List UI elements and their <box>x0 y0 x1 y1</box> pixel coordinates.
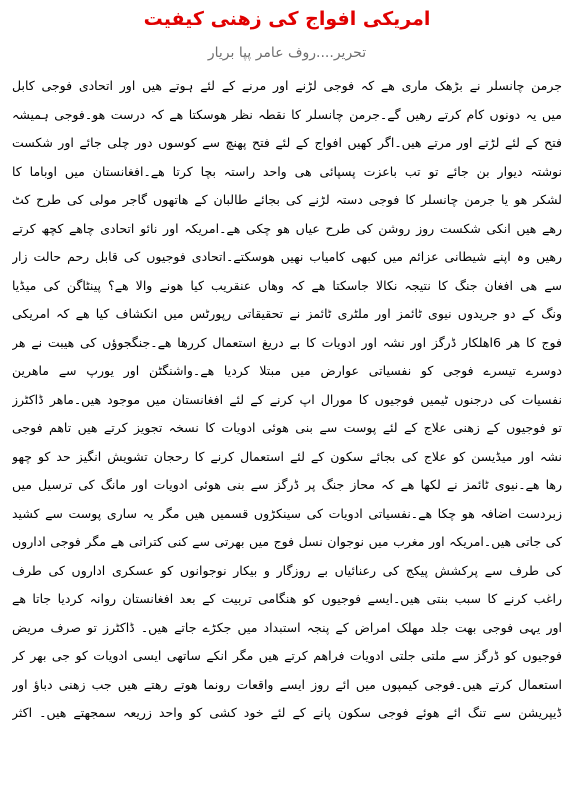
article-line: فوجیوں کو ڈرگز سے ملتی جلتی ادویات فراھم کرتے ھیں مگر انکے ساتھی ایسی ادویات کو جی بھر کر <box>12 648 562 663</box>
article-body <box>12 72 562 798</box>
article-line: نوشتہ دیوار بن جائے تو تب باعزت پسپائی ھی واحد راستہ بچا کرتا ھے۔افغانستان میں اوباما کا <box>12 163 562 179</box>
article-line: نشہ اور میڈیسن کو علاج کی بجائے سکون کے لئے استعمال کرنے کا رحجان تشویش انگیز حد کو چھو <box>12 448 562 464</box>
article-line: جرمن چانسلر نے بڑھک ماری ھے کہ فوجی لڑنے اور مرنے کے لئے ہوتے ھیں اور اتحادی فوجی کابل <box>12 78 562 93</box>
article-line: کی طرف سے پرکشش پیکج کی رعنائیاں بے روزگار و بیکار نوجوانوں کو عسکری اداروں کی طرف <box>12 562 562 578</box>
article-line: راغب کرنے کا سبب بنتی ھیں۔ایسے فوجیوں کو ھنگامی تربیت کے بعد افغانستان روانہ کردیا جاتا ھے <box>12 591 562 606</box>
article-line: میں یہ دونوں کام کرتے رھیں گے۔جرمن چانسلر کا نقطہ نظر ھوسکتا ھے کہ درست ھو۔فوجی ہمیشہ <box>12 106 562 122</box>
article-line: سے ھی افغان جنگ کا نتیجہ نکالا جاسکتا ھے کہ وھاں عنقریب کیا ھونے والا ھے؟ پینٹاگن کی میڈیا <box>12 277 562 293</box>
article-line: رھے ھیں انکی شکست روز روشن کی طرح عیاں ھو چکی ھے۔امریکہ اور نائو اتحادی چاھے کچھ کرتے <box>12 220 562 236</box>
article-line: کی جاتی ھیں۔امریکہ اور مغرب میں نوجوان نسل فوج میں بھرتی سے کنی کتراتی ھے مگر فوجی اداروں <box>12 534 562 549</box>
article-title: امریکی افواج کی زھنی کیفیت <box>143 8 431 30</box>
article-line: استعمال کرتے ھیں۔فوجی کیمپوں میں ائے روز ایسے واقعات رونما ھوتے رھتے ھیں جب زھنی دباؤ اور <box>12 676 562 692</box>
article-byline: تحریر....روف عامر پپا بریار <box>207 45 367 61</box>
article-line: فوج کا ھر 6اھلکار ڈرگز اور نشہ اور ادویات کا بے دریغ استعمال کررھا ھے۔جنگجوؤں کی ھیبت نے ھر <box>12 334 562 350</box>
article-line: تو فوجیوں کے زھنی علاج کے لئے پوست سے بنی ھوئی ادویات کا نسخہ تجویز کرتے ھیں تاھم فوجی <box>12 420 562 435</box>
article-line: اور یہی فوجی بھت جلد مھلک امراض کے پنجہ استبداد میں جکڑے جاتے ھیں۔ ڈاکٹرز تو صرف مریض <box>12 619 562 635</box>
article-line: نفسیات کی درجنوں ٹیمیں فوجیوں کا مورال اپ کرنے کے لئے افغانستان میں موجود ھیں۔ماھر ڈاکٹرز <box>12 391 562 407</box>
article-line: فتح کے لئے لڑتے اور مرتے ھیں۔اگر کھیں افواج کے لئے فتح پھنچ سے کوسوں دور چلی جائے اور شکست <box>12 135 562 150</box>
article-line: لشکر ھو یا جرمن چانسلر کا فوجی دستہ لڑنے کی بجائے طالبان کے ھاتھوں گاجر مولی کی طرح کٹ <box>12 192 562 207</box>
article-line: زبردست اضافہ ھو چکا ھے۔نفسیاتی ادویات کی سینکڑوں قسمیں ھیں مگر یہ ساری پوست سے کشید <box>12 505 562 521</box>
article-line: ڈیپریشن سے تنگ ائے ھوئے فوجی سکون پانے کے لئے خود کشی کو واحد زریعہ سمجھتے ھیں۔ اکثر <box>12 705 562 720</box>
article-line: رھیں وہ اپنے شیطانی عزائم میں کبھی کامیاب نھیں ھوسکتے۔اتحادی فوجیوں کی قابل رحم حالت زار <box>12 249 562 264</box>
article-line: دوسرے تیسرے فوجی کو نفسیاتی عوارض میں مبتلا کردیا ھے۔واشنگٹن اور یورپ سے ماھرین <box>12 363 562 378</box>
article-line: ونگ کے دو جریدوں نیوی ٹائمز اور ملٹری ٹائمز نے تحقیقاتی رپورٹس میں انکشاف کیا ھے کہ امریکی <box>12 306 562 321</box>
article-line: رھا ھے۔نیوی ٹائمز نے لکھا ھے کہ محاز جنگ پر ڈرگز سے بنی ھوئی ادویات اور مانگ کی ترسیل میں <box>12 477 562 492</box>
